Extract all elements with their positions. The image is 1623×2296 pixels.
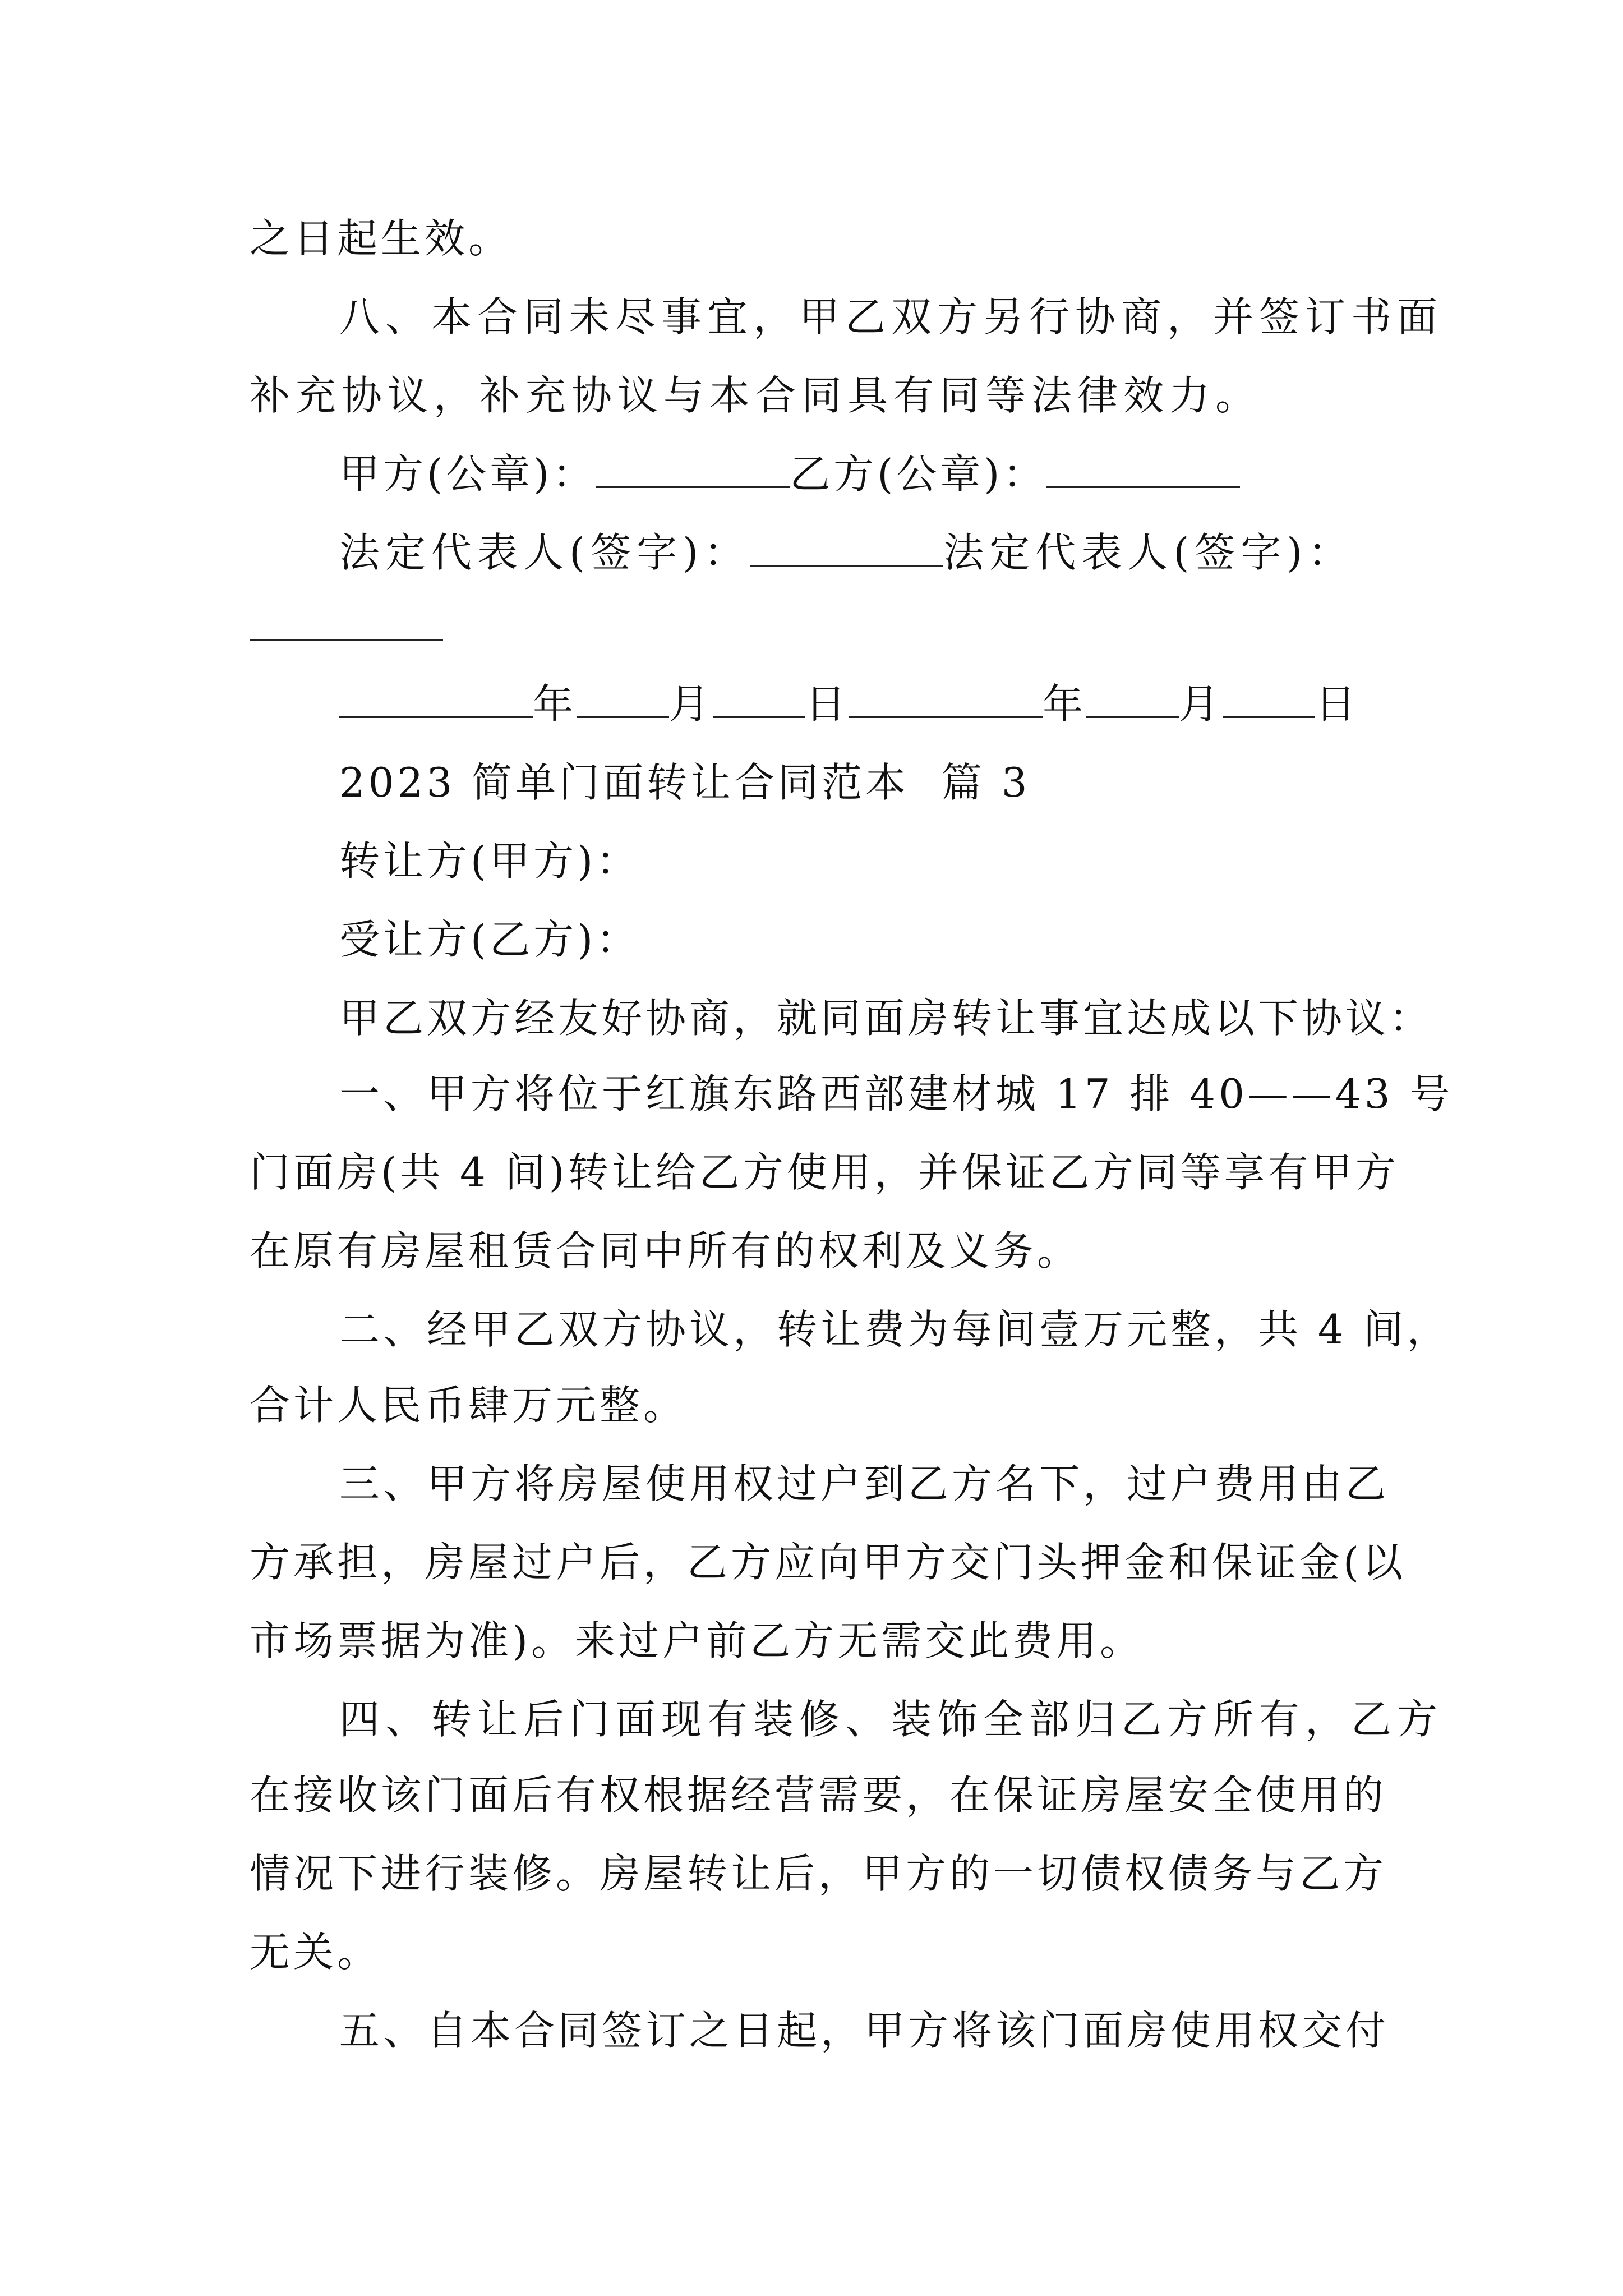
party-a-rep-blank: [750, 531, 943, 567]
party-a-label: 转让方(甲方)：: [339, 838, 640, 885]
clause-4-line-4: 无关。: [250, 1929, 381, 1976]
text-line: 之日起生效。: [250, 215, 513, 262]
representative-row: [339, 524, 1354, 581]
party-b-seal-blank: [1046, 453, 1240, 488]
section-heading: 2023 简单门面转让合同范本 篇 3: [339, 759, 1031, 806]
date-b-day-label: 日: [1315, 680, 1359, 728]
clause-1-line-3: 在原有房屋租赁合同中所有的权利及义务。: [250, 1227, 1081, 1274]
clause-1-line-2: 门面房(共 4 间)转让给乙方使用，并保证乙方同等享有甲方: [250, 1149, 1399, 1196]
date-a-day-label: 日: [805, 680, 850, 728]
party-a-rep-label: 法定代表人(签字)：: [339, 529, 750, 576]
date-a-month-blank: [577, 683, 669, 718]
clause-2-line-1: 二、经甲乙双方协议，转让费为每间壹万元整，共 4 间，: [339, 1306, 1451, 1353]
date-b-year-label: 年: [1043, 680, 1087, 728]
party-b-label: 受让方(乙方)：: [339, 916, 640, 963]
party-b-rep-blank: [250, 639, 443, 641]
signature-seal-row: [339, 446, 1240, 502]
clause-1-line-1: 一、甲方将位于红旗东路西部建材城 17 排 40——43 号: [339, 1070, 1454, 1117]
date-a-day-blank: [713, 683, 805, 718]
date-a-year-label: 年: [533, 680, 577, 728]
clause-8-line-1: 八、本合同未尽事宜，甲乙双方另行协商，并签订书面: [339, 293, 1444, 341]
intro-line: 甲乙双方经友好协商，就同面房转让事宜达成以下协议：: [339, 995, 1433, 1042]
date-a-year-blank: [339, 683, 533, 718]
party-b-seal-label: 乙方(公章)：: [790, 450, 1047, 498]
clause-8-line-2: 补充协议，补充协议与本合同具有同等法律效力。: [250, 372, 1262, 419]
clause-4-line-3: 情况下进行装修。房屋转让后，甲方的一切债权债务与乙方: [250, 1850, 1387, 1897]
clause-2-line-2: 合计人民币肆万元整。: [250, 1382, 688, 1429]
party-a-seal-blank: [596, 453, 790, 488]
date-b-year-blank: [849, 683, 1043, 718]
clause-3-line-1: 三、甲方将房屋使用权过户到乙方名下，过户费用由乙: [339, 1460, 1390, 1507]
clause-3-line-2: 方承担，房屋过户后，乙方应向甲方交门头押金和保证金(以: [250, 1539, 1407, 1586]
date-b-day-blank: [1223, 683, 1315, 718]
date-b-month-label: 月: [1179, 680, 1223, 728]
clause-5-line-1: 五、自本合同签订之日起，甲方将该门面房使用权交付: [339, 2007, 1390, 2054]
party-b-rep-label: 法定代表人(签字)：: [943, 529, 1354, 576]
date-b-month-blank: [1086, 683, 1179, 718]
clause-4-line-2: 在接收该门面后有权根据经营需要，在保证房屋安全使用的: [250, 1772, 1387, 1819]
date-row: [339, 676, 1359, 732]
party-a-seal-label: 甲方(公章)：: [339, 450, 597, 498]
clause-4-line-1: 四、转让后门面现有装修、装饰全部归乙方所有，乙方: [339, 1696, 1444, 1743]
clause-3-line-3: 市场票据为准)。来过户前乙方无需交此费用。: [250, 1617, 1144, 1664]
date-a-month-label: 月: [669, 680, 713, 728]
